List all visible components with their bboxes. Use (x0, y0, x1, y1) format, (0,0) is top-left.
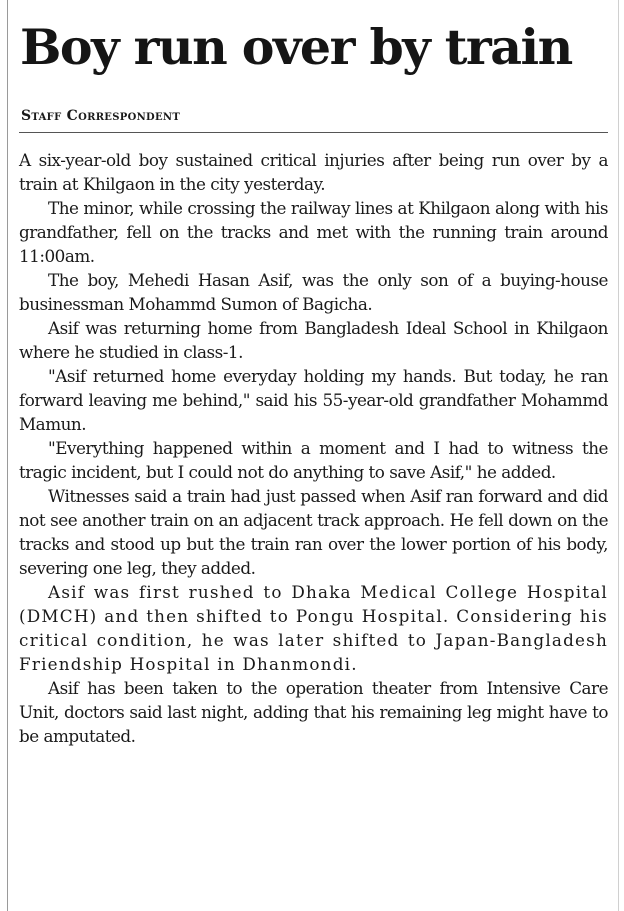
article-body (19, 148, 608, 748)
byline-divider (19, 132, 608, 133)
byline: Staff Correspondent (21, 108, 181, 124)
paragraph: The boy, Mehedi Hasan Asif, was the only son of a buying-house businessman Mohammd Sumon of Bagicha. (19, 270, 608, 314)
paragraph: The minor, while crossing the railway lines at Khilgaon along with his grandfather, fell on the tracks and met with the running train around 11:00am. (19, 198, 608, 266)
column-rule-right (618, 0, 619, 911)
paragraph: Asif was first rushed to Dhaka Medical College Hospital (DMCH) and then shifted to Pongu Hospital. Considering his critical condition, he was later shifted to Japan-Bangladesh Friendship Hospital in Dhanmondi. (19, 582, 608, 674)
paragraph: Asif has been taken to the operation theater from Intensive Care Unit, doctors said last night, adding that his remaining leg might have to be amputated. (19, 678, 608, 746)
paragraph: "Asif returned home everyday holding my hands. But today, he ran forward leaving me behind," said his 55-year-old grandfather Mohammd Mamun. (19, 366, 608, 434)
headline: Boy run over by train (20, 18, 572, 76)
paragraph: A six-year-old boy sustained critical injuries after being run over by a train at Khilgaon in the city yesterday. (19, 150, 608, 194)
column-rule-left (7, 0, 8, 911)
paragraph: Asif was returning home from Bangladesh Ideal School in Khilgaon where he studied in class-1. (19, 318, 608, 362)
paragraph: Witnesses said a train had just passed when Asif ran forward and did not see another train on an adjacent track approach. He fell down on the tracks and stood up but the train ran over the lower portion of his body, severing one leg, they added. (19, 486, 608, 578)
paragraph: "Everything happened within a moment and I had to witness the tragic incident, but I could not do anything to save Asif," he added. (19, 438, 608, 482)
